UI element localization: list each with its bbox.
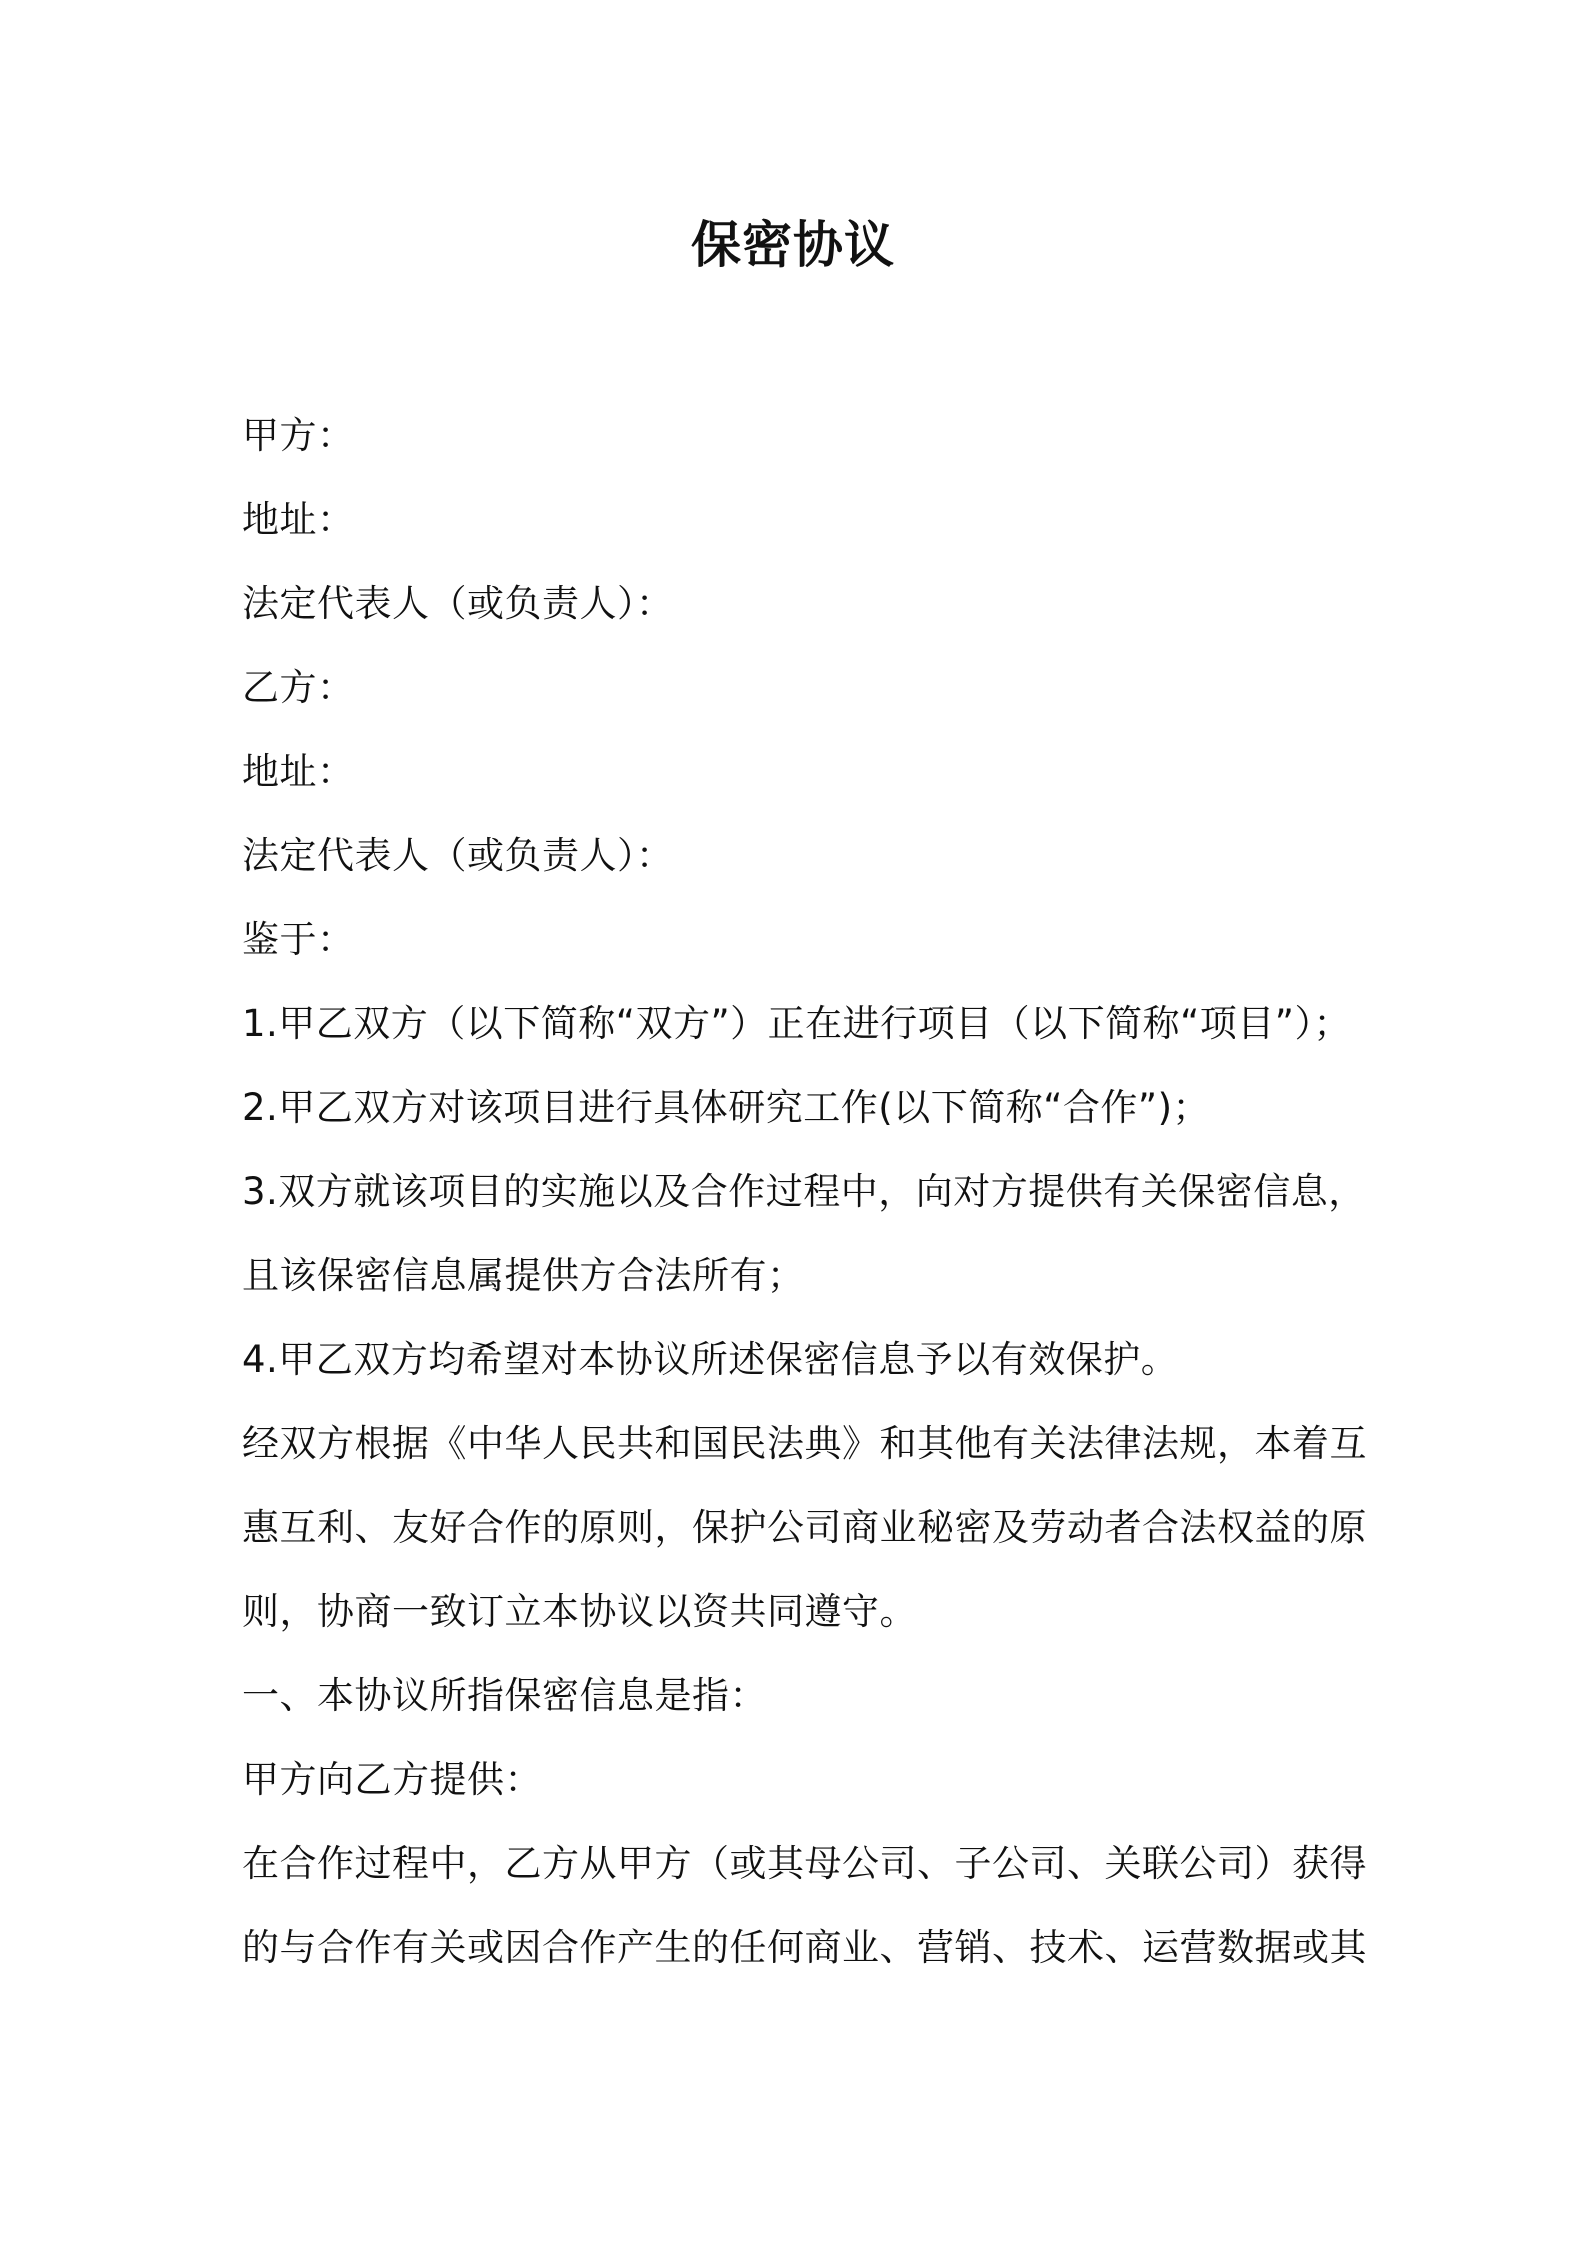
whereas-item-3-line-2: 且该保密信息属提供方合法所有； bbox=[242, 1254, 805, 1297]
whereas-item-2: 2.甲乙双方对该项目进行具体研究工作(以下简称“合作”)； bbox=[242, 1086, 1211, 1129]
section-1-subheading: 甲方向乙方提供： bbox=[242, 1758, 542, 1801]
preamble-line-1: 经双方根据《中华人民共和国民法典》和其他有关法律法规，本着互 bbox=[242, 1422, 1367, 1465]
party-b-label: 乙方： bbox=[242, 666, 355, 709]
document-title: 保密协议 bbox=[691, 216, 895, 274]
party-a-address-label: 地址： bbox=[242, 498, 355, 541]
whereas-item-3-line-1: 3.双方就该项目的实施以及合作过程中，向对方提供有关保密信息， bbox=[242, 1170, 1366, 1213]
party-a-label: 甲方： bbox=[242, 414, 355, 457]
whereas-item-1: 1.甲乙双方（以下简称“双方”）正在进行项目（以下简称“项目”）； bbox=[242, 1002, 1351, 1045]
preamble-line-2: 惠互利、友好合作的原则，保护公司商业秘密及劳动者合法权益的原 bbox=[242, 1506, 1367, 1549]
whereas-item-4: 4.甲乙双方均希望对本协议所述保密信息予以有效保护。 bbox=[242, 1338, 1179, 1381]
party-a-representative-label: 法定代表人（或负责人）： bbox=[242, 582, 674, 625]
preamble-line-3: 则，协商一致订立本协议以资共同遵守。 bbox=[242, 1590, 917, 1633]
section-1-paragraph-line-1: 在合作过程中，乙方从甲方（或其母公司、子公司、关联公司）获得 bbox=[242, 1842, 1367, 1885]
section-1-heading: 一、本协议所指保密信息是指： bbox=[242, 1674, 767, 1717]
party-b-representative-label: 法定代表人（或负责人）： bbox=[242, 834, 674, 877]
whereas-heading: 鉴于： bbox=[242, 918, 355, 961]
party-b-address-label: 地址： bbox=[242, 750, 355, 793]
section-1-paragraph-line-2: 的与合作有关或因合作产生的任何商业、营销、技术、运营数据或其 bbox=[242, 1926, 1367, 1969]
